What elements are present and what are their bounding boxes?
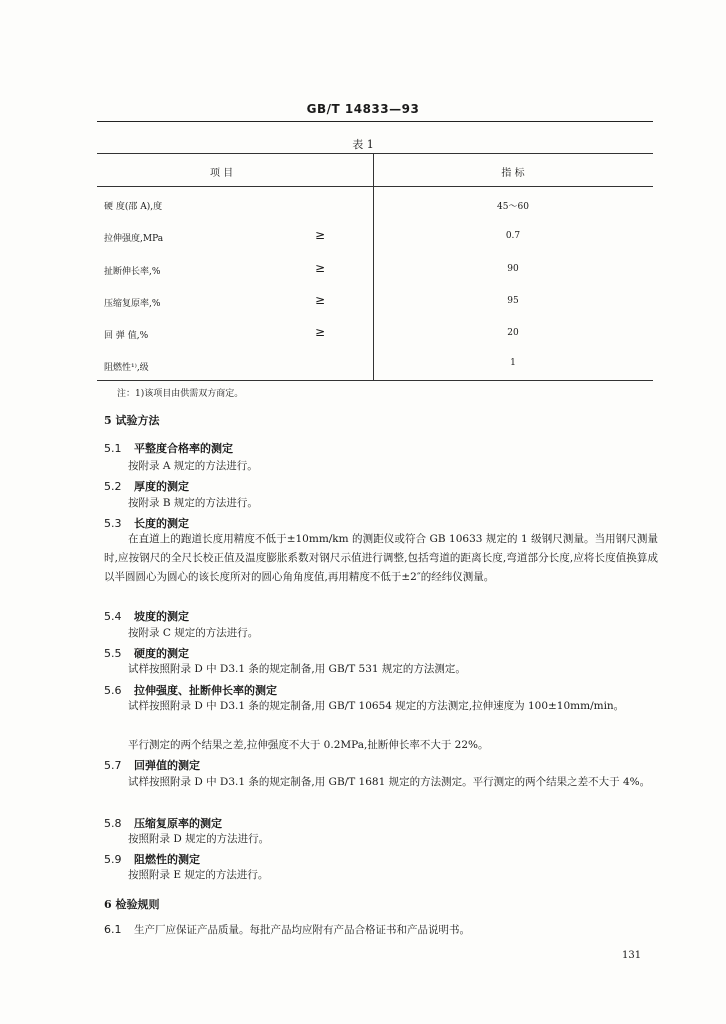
table-row-value: 0.7	[505, 231, 521, 241]
table-row-operator: ≥	[315, 261, 326, 275]
table-header-border	[97, 186, 653, 187]
paragraph: 平行测定的两个结果之差,拉伸强度不大于 0.2MPa,扯断伸长率不大于 22%。	[128, 739, 489, 751]
subsection-heading: 5.3 长度的测定	[104, 517, 189, 530]
table-header-value: 指 标	[501, 168, 525, 179]
table-bottom-border	[97, 380, 653, 381]
table-row-value: 90	[507, 264, 519, 274]
section-heading: 5 试验方法	[104, 414, 160, 427]
subsection-heading: 5.2 厚度的测定	[104, 480, 189, 493]
paragraph: 按照附录 D 规定的方法进行。	[128, 833, 270, 845]
paragraph: 试样按照附录 D 中 D3.1 条的规定制备,用 GB/T 1681 规定的方法测定。平行测定的两个结果之差不大于 4%。	[128, 776, 651, 788]
subsection-heading: 5.5 硬度的测定	[104, 647, 189, 660]
table-footnote: 注：1)该项目由供需双方商定。	[117, 389, 244, 399]
paragraph: 试样按照附录 D 中 D3.1 条的规定制备,用 GB/T 10654 规定的方法测定,拉伸速度为 100±10mm/min。	[128, 700, 625, 712]
table-row-item: 阻燃性¹⁾,级	[104, 363, 149, 373]
table-top-border	[97, 153, 653, 154]
table-row-operator: ≥	[315, 325, 326, 339]
paragraph: 按附录 B 规定的方法进行。	[128, 497, 258, 509]
table-row-value: 20	[507, 328, 519, 338]
paragraph: 按附录 A 规定的方法进行。	[128, 460, 258, 472]
subsection-heading: 5.4 坡度的测定	[104, 610, 189, 623]
subsection-heading: 5.7 回弹值的测定	[104, 759, 200, 772]
paragraph: 按附录 C 规定的方法进行。	[128, 627, 259, 639]
subsection-heading: 5.6 拉伸强度、扯断伸长率的测定	[104, 684, 277, 697]
header-rule	[97, 121, 653, 122]
table-row-value: 45～60	[497, 202, 529, 212]
table-header-item: 项 目	[210, 168, 234, 179]
paragraph: 在直道上的跑道长度用精度不低于±10mm/km 的测距仪或符合 GB 10633 规定的 1 级钢尺测量。当用钢尺测量时,应按钢尺的全尺长校正值及温度膨胀系数对钢尺示值进行调整,包括弯道的距离长度,弯道部分长度,应将长度值换算成以半圆圆心为圆心的该长度所对的圆心角角度值,再用精度不低于±2″的经纬仪测量。	[104, 533, 658, 583]
subsection-heading: 5.9 阻燃性的测定	[104, 853, 200, 866]
table-row-value: 95	[507, 296, 519, 306]
paragraph: 6.1 生产厂应保证产品质量。每批产品均应附有产品合格证书和产品说明书。	[104, 923, 470, 936]
subsection-heading: 5.1 平整度合格率的测定	[104, 442, 233, 455]
table-row-operator: ≥	[315, 293, 326, 307]
paragraph: 试样按照附录 D 中 D3.1 条的规定制备,用 GB/T 531 规定的方法测定。	[128, 663, 466, 675]
table-row-item: 压缩复原率,%	[104, 299, 161, 309]
subsection-heading: 5.8 压缩复原率的测定	[104, 817, 222, 830]
table-row-item: 拉伸强度,MPa	[104, 234, 164, 244]
section-heading: 6 检验规则	[104, 898, 160, 911]
table-row-value: 1	[510, 358, 516, 368]
table-row-item: 硬 度(邵 A),度	[104, 202, 163, 212]
table-row-item: 回 弹 值,%	[104, 331, 149, 341]
document-header: GB/T 14833—93	[306, 102, 420, 116]
table-row-item: 扯断伸长率,%	[104, 267, 161, 277]
paragraph: 按照附录 E 规定的方法进行。	[128, 869, 269, 881]
table-title: 表 1	[352, 138, 374, 151]
page-number: 131	[622, 950, 642, 961]
table-row-operator: ≥	[315, 228, 326, 242]
